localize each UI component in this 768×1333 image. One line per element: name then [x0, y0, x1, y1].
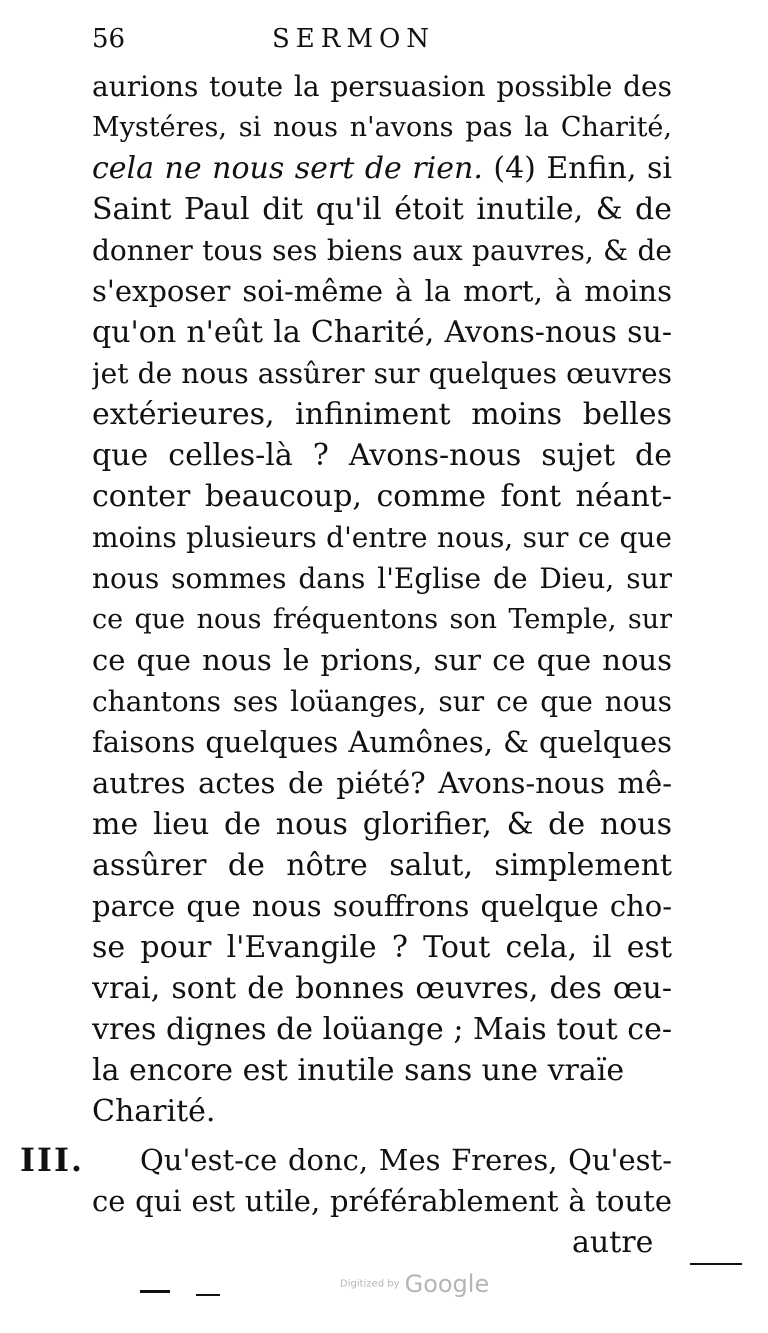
italic-quote: cela ne nous sert de rien. — [92, 151, 483, 186]
section-number: III. — [20, 1141, 85, 1179]
watermark-logo-text: Google — [404, 1270, 490, 1298]
text-line: jet de nous assûrer sur quelques œuvres — [92, 357, 672, 390]
text-line: Qu'est-ce donc, Mes Freres, Qu'est- — [140, 1143, 672, 1177]
text-line: Mystéres, si nous n'avons pas la Charité, — [92, 112, 672, 143]
text-line: Saint Paul dit qu'il étoit inutile, & de — [92, 192, 672, 227]
text-line: que celles-là ? Avons-nous sujet de — [92, 438, 672, 473]
text-line: conter beaucoup, comme font néant- — [92, 479, 672, 514]
text-line: ce qui est utile, préférablement à toute — [92, 1184, 672, 1218]
watermark-small-text: Digitized by — [340, 1278, 400, 1290]
section-text — [92, 1140, 672, 1222]
page-number: 56 — [92, 24, 126, 54]
text-line: autres actes de piété? Avons-nous mê- — [92, 766, 672, 800]
text-line: me lieu de nous glorifier, & de nous — [92, 807, 672, 842]
text-line: qu'on n'eût la Charité, Avons-nous su- — [92, 315, 672, 350]
text-line: ce que nous le prions, sur ce que nous — [92, 643, 672, 677]
text-line: se pour l'Evangile ? Tout cela, il est — [92, 930, 672, 965]
text-line-mixed — [92, 148, 672, 189]
decorative-rule — [690, 1263, 742, 1265]
text-line: extérieures, infiniment moins belles — [92, 397, 672, 432]
text-line: Charité. — [92, 1094, 216, 1129]
decorative-rule — [196, 1294, 220, 1296]
text-line: faisons quelques Aumônes, & quelques — [92, 725, 672, 759]
text-line: moins plusieurs d'entre nous, sur ce que — [92, 521, 672, 554]
text-line: nous sommes dans l'Eglise de Dieu, sur — [92, 562, 672, 595]
body-text — [92, 66, 672, 1132]
text-line: aurions toute la persuasion possible des — [92, 70, 672, 103]
text-line: s'exposer soi-même à la mort, à moins — [92, 274, 672, 308]
text-line: la encore est inutile sans une vraïe — [92, 1053, 625, 1088]
decorative-rule — [140, 1290, 170, 1293]
text-line: vres dignes de loüange ; Mais tout ce- — [92, 1012, 672, 1047]
running-head: SERMON — [272, 24, 436, 54]
text-line: donner tous ses biens aux pauvres, & de — [92, 234, 672, 267]
text-run: (4) Enfin, si — [482, 151, 672, 186]
digitization-watermark — [340, 1270, 520, 1300]
page-header — [92, 24, 672, 64]
text-line: ce que nous fréquentons son Temple, sur — [92, 604, 672, 635]
catchword: autre — [572, 1225, 654, 1260]
text-line: parce que nous souffrons quelque cho- — [92, 889, 672, 923]
text-line: assûrer de nôtre salut, simplement — [92, 848, 672, 883]
text-line: vrai, sont de bonnes œuvres, des œu- — [92, 971, 672, 1006]
text-line: chantons ses loüanges, sur ce que nous — [92, 685, 672, 718]
